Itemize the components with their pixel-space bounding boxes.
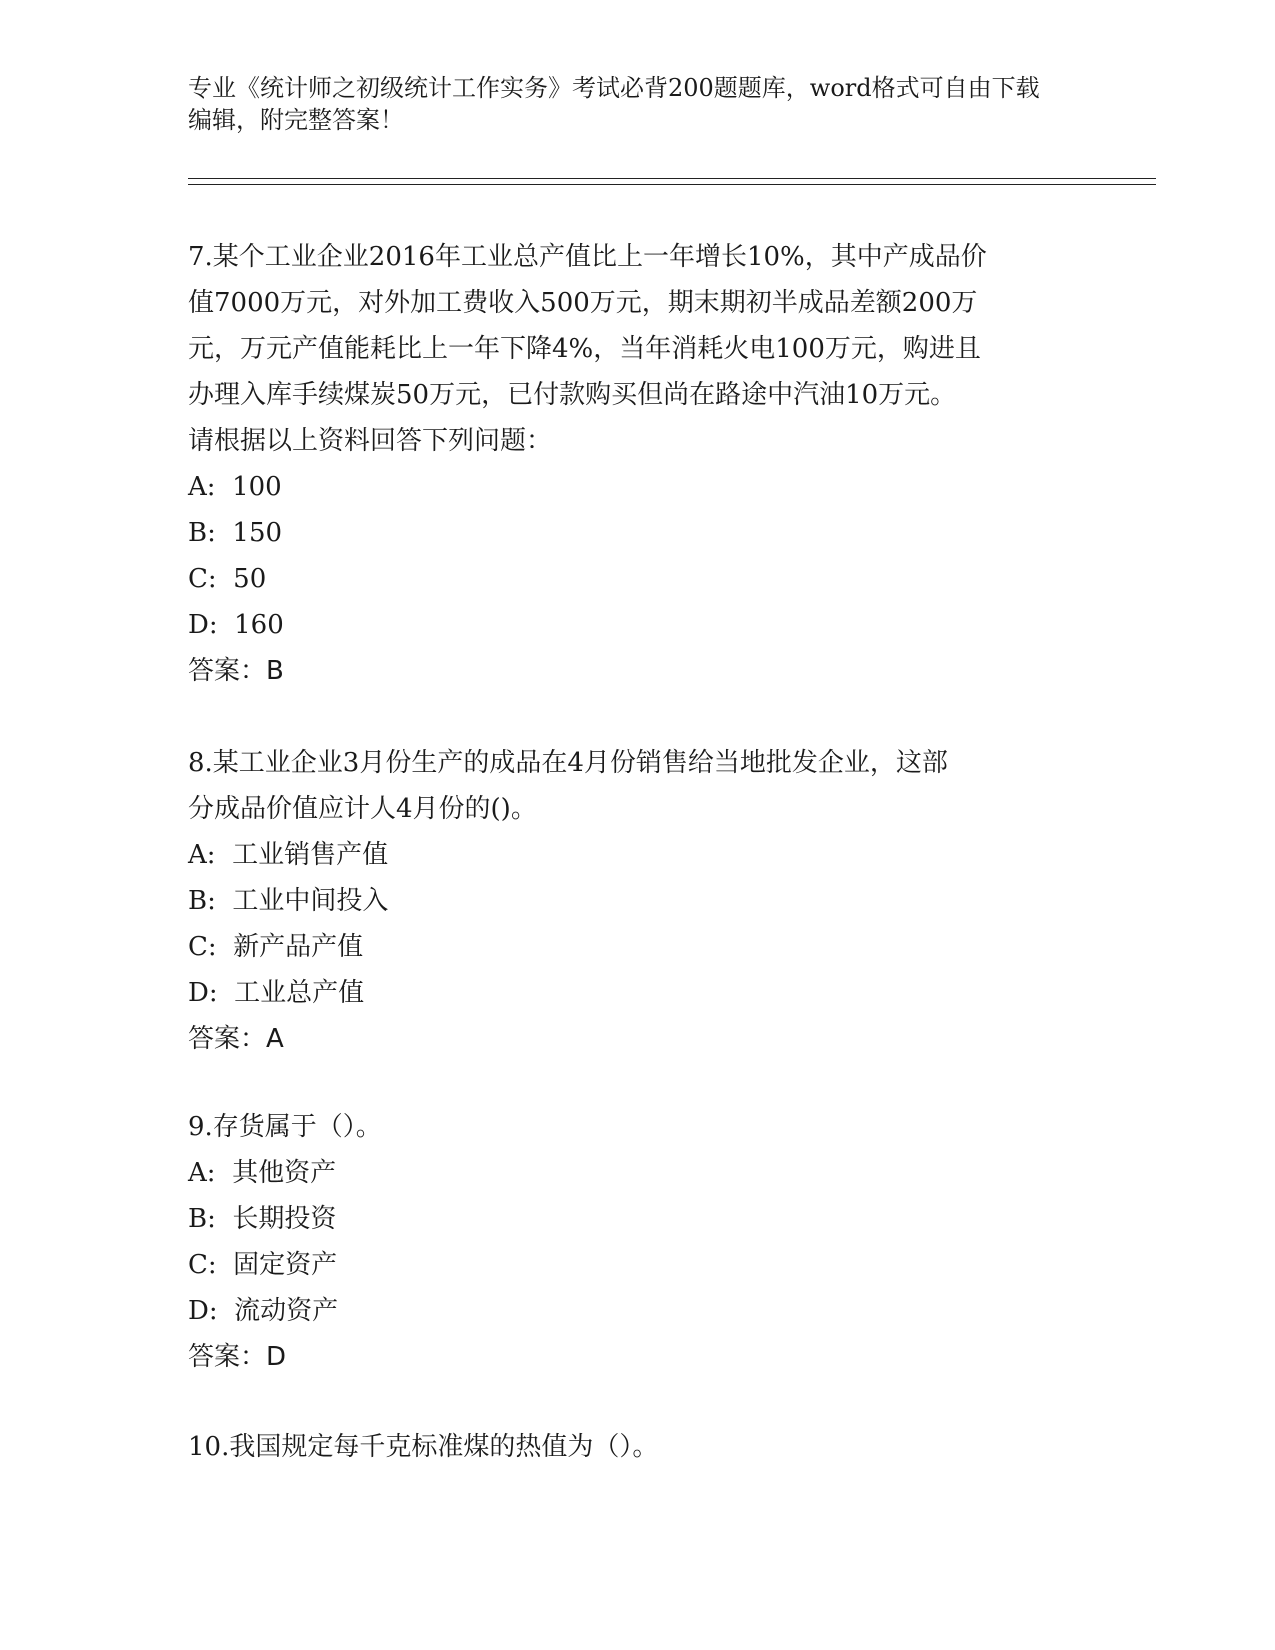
option-a: A: 100 (188, 472, 282, 502)
answer: 答案：B (188, 656, 284, 686)
answer: 答案：A (188, 1024, 284, 1054)
question-text-line: 9.存货属于（）。 (188, 1112, 382, 1142)
option-a: A: 其他资产 (188, 1158, 337, 1188)
document-header (188, 72, 1088, 136)
option-c: C: 新产品产值 (188, 932, 364, 962)
option-b: B: 工业中间投入 (188, 886, 389, 916)
option-c: C: 50 (188, 564, 267, 594)
question-10 (188, 1424, 1088, 1470)
header-divider-bottom (188, 184, 1156, 185)
question-text-line: 元，万元产值能耗比上一年下降4%，当年消耗火电100万元，购进且 (188, 334, 981, 364)
header-line-1: 专业《统计师之初级统计工作实务》考试必背200题题库，word格式可自由下载 (188, 74, 1040, 102)
option-d: D: 工业总产值 (188, 978, 365, 1008)
option-c: C: 固定资产 (188, 1250, 338, 1280)
question-text-line: 10.我国规定每千克标准煤的热值为（）。 (188, 1432, 659, 1462)
question-text-line: 8.某工业企业3月份生产的成品在4月份销售给当地批发企业，这部 (188, 748, 948, 778)
header-line-2: 编辑，附完整答案！ (188, 106, 404, 134)
option-a: A: 工业销售产值 (188, 840, 389, 870)
question-text-line: 办理入库手续煤炭50万元，已付款购买但尚在路途中汽油10万元。 (188, 380, 957, 410)
option-d: D: 160 (188, 610, 284, 640)
header-divider-top (188, 178, 1156, 179)
question-text-line: 请根据以上资料回答下列问题： (188, 426, 553, 456)
question-text-line: 分成品价值应计人4月份的()。 (188, 794, 537, 824)
question-8 (188, 740, 1088, 1062)
question-9 (188, 1104, 1088, 1380)
question-text-line: 7.某个工业企业2016年工业总产值比上一年增长10%，其中产成品价 (188, 242, 987, 272)
question-text-line: 值7000万元，对外加工费收入500万元，期末期初半成品差额200万 (188, 288, 978, 318)
option-d: D: 流动资产 (188, 1296, 339, 1326)
question-7 (188, 234, 1088, 694)
answer: 答案：D (188, 1342, 287, 1372)
option-b: B: 长期投资 (188, 1204, 337, 1234)
option-b: B: 150 (188, 518, 283, 548)
